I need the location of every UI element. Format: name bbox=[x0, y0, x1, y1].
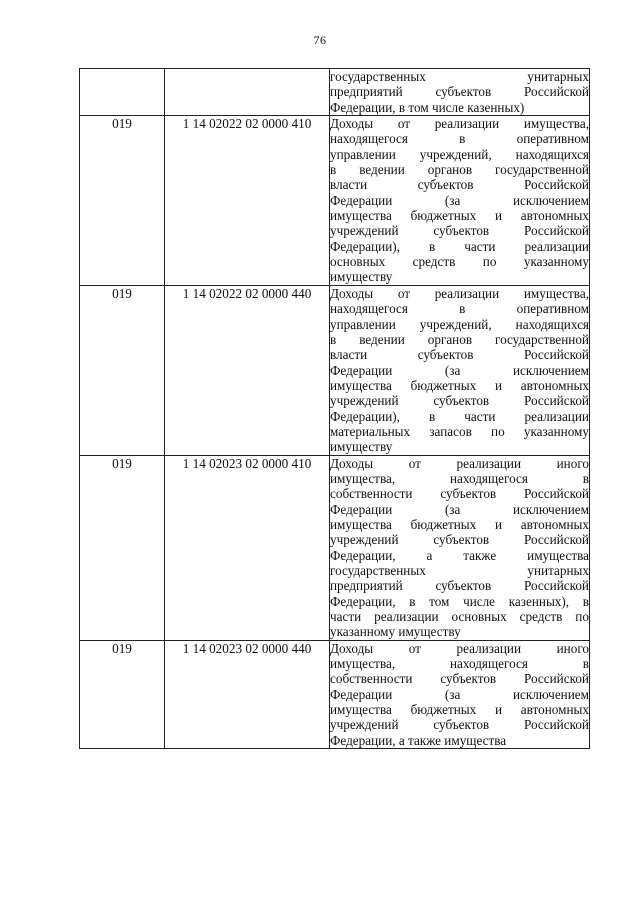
description-line: учреждений субъектов Российской bbox=[330, 532, 589, 548]
table-row bbox=[80, 640, 590, 748]
description-line: учреждений субъектов Российской bbox=[330, 717, 589, 733]
description-line: учреждений субъектов Российской bbox=[330, 223, 589, 239]
admin-code-cell: 019 bbox=[80, 285, 165, 455]
description-line: находящегося в оперативном bbox=[330, 131, 589, 147]
admin-code-cell: 019 bbox=[80, 455, 165, 640]
description-line: управлении учреждений, находящихся bbox=[330, 146, 589, 162]
description-line: государственных унитарных bbox=[330, 69, 589, 84]
description-line: Федерации, в том числе казенных), в bbox=[330, 593, 589, 609]
description-line: Доходы от реализации имущества, bbox=[330, 285, 589, 301]
description-line: власти субъектов Российской bbox=[330, 177, 589, 193]
description-line: Федерации, в том числе казенных) bbox=[330, 99, 525, 115]
page-number: 76 bbox=[313, 33, 327, 47]
description-line: находящегося в оперативном bbox=[330, 301, 589, 317]
revenue-description-cell bbox=[330, 455, 590, 640]
table-row bbox=[80, 455, 590, 640]
description-line: Федерации (за исключением bbox=[330, 501, 589, 517]
admin-code-cell: 019 bbox=[80, 640, 165, 748]
description-line: имущества, находящегося в bbox=[330, 656, 589, 672]
table-row bbox=[80, 285, 590, 455]
description-line: собственности субъектов Российской bbox=[330, 486, 589, 502]
budget-classification-code-cell: 1 14 02022 02 0000 440 bbox=[165, 285, 330, 455]
budget-classification-code-cell bbox=[165, 69, 330, 116]
description-line: предприятий субъектов Российской bbox=[330, 578, 589, 594]
description-line: имущества бюджетных и автономных bbox=[330, 377, 589, 393]
description-line: материальных запасов по указанному bbox=[330, 423, 589, 439]
description-line: Федерации (за исключением bbox=[330, 686, 589, 702]
description-line: указанному имуществу bbox=[330, 624, 461, 640]
description-line: Федерации (за исключением bbox=[330, 362, 589, 378]
description-line: Федерации, а также имущества bbox=[330, 732, 507, 748]
description-line: Доходы от реализации иного bbox=[330, 455, 589, 471]
budget-classification-code-cell: 1 14 02023 02 0000 440 bbox=[165, 640, 330, 748]
description-line: управлении учреждений, находящихся bbox=[330, 316, 589, 332]
description-line: имущества бюджетных и автономных bbox=[330, 516, 589, 532]
description-line: основных средств по указанному bbox=[330, 254, 589, 270]
revenue-description-cell bbox=[330, 116, 590, 286]
description-line: в ведении органов государственной bbox=[330, 162, 589, 178]
description-line: государственных унитарных bbox=[330, 563, 589, 578]
description-line: власти субъектов Российской bbox=[330, 347, 589, 363]
admin-code-cell bbox=[80, 69, 165, 116]
description-line: имуществу bbox=[330, 269, 393, 285]
budget-classification-code-cell: 1 14 02022 02 0000 410 bbox=[165, 116, 330, 286]
revenue-codes-table bbox=[79, 68, 590, 749]
admin-code-cell: 019 bbox=[80, 116, 165, 286]
revenue-description-cell bbox=[330, 69, 590, 116]
description-line: Доходы от реализации иного bbox=[330, 640, 589, 656]
description-line: Федерации (за исключением bbox=[330, 192, 589, 208]
revenue-description-cell bbox=[330, 640, 590, 748]
table-body bbox=[80, 69, 590, 749]
description-line: имуществу bbox=[330, 439, 393, 455]
description-line: имущества бюджетных и автономных bbox=[330, 208, 589, 224]
description-line: имущества бюджетных и автономных bbox=[330, 702, 589, 718]
description-line: учреждений субъектов Российской bbox=[330, 393, 589, 409]
description-line: собственности субъектов Российской bbox=[330, 671, 589, 687]
description-line: Федерации), в части реализации bbox=[330, 238, 589, 254]
description-line: части реализации основных средств по bbox=[330, 609, 589, 625]
description-line: Федерации, а также имущества bbox=[330, 547, 589, 563]
description-line: имущества, находящегося в bbox=[330, 470, 589, 486]
table-row bbox=[80, 69, 590, 116]
table-row bbox=[80, 116, 590, 286]
description-line: предприятий субъектов Российской bbox=[330, 84, 589, 100]
revenue-description-cell bbox=[330, 285, 590, 455]
budget-classification-code-cell: 1 14 02023 02 0000 410 bbox=[165, 455, 330, 640]
description-line: Федерации), в части реализации bbox=[330, 408, 589, 424]
description-line: в ведении органов государственной bbox=[330, 331, 589, 347]
description-line: Доходы от реализации имущества, bbox=[330, 116, 589, 132]
